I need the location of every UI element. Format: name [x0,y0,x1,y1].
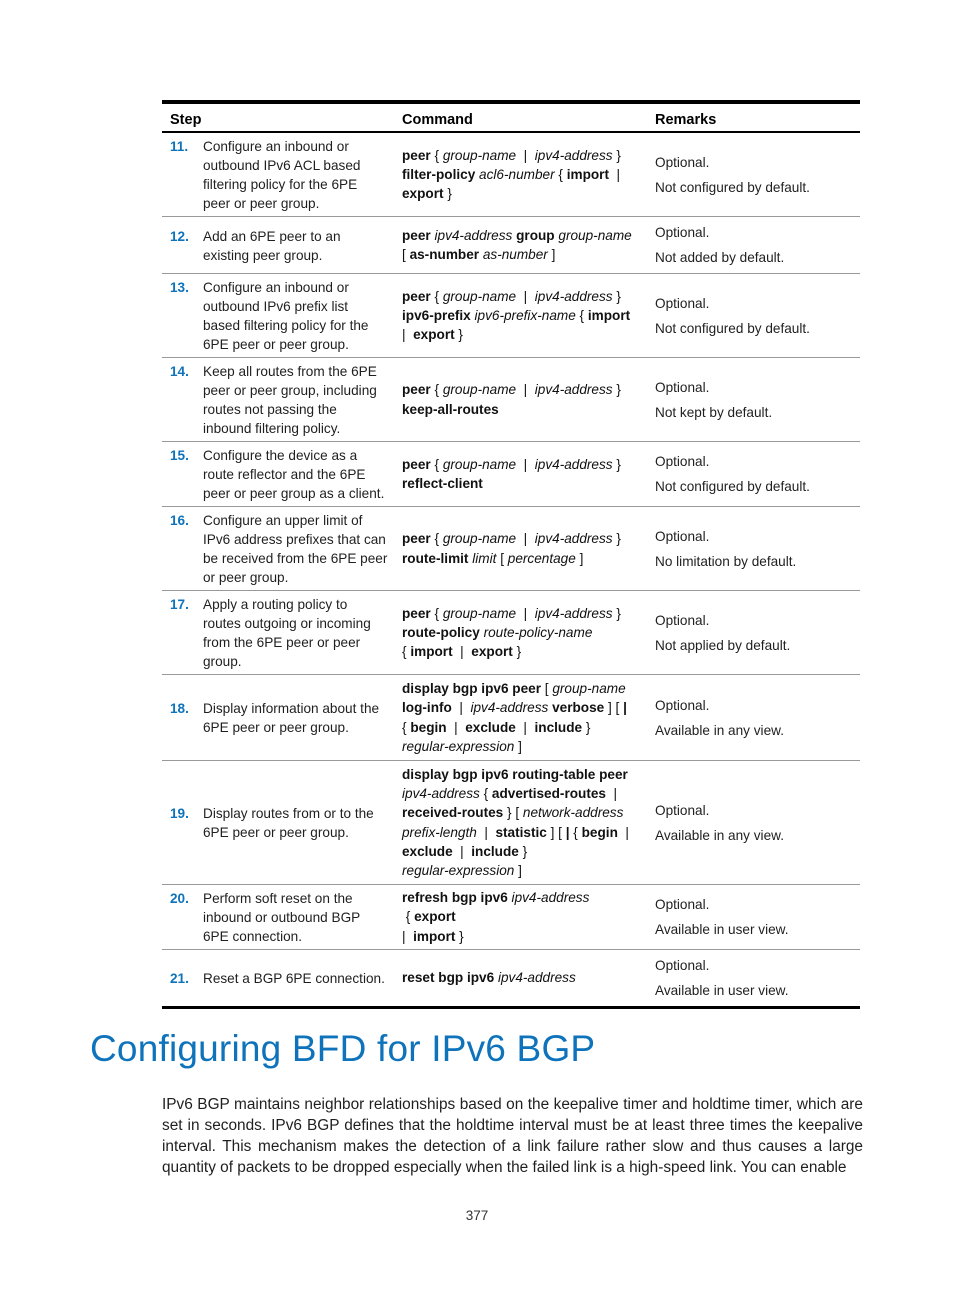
command-argument: group-name [442,456,517,472]
command-argument: regular-expression [402,862,515,878]
command-argument: group-name [442,531,517,547]
command-argument: ipv4-address [534,382,613,398]
command-punctuation: { [430,605,443,621]
command-keyword: import [410,644,453,660]
command-cell [394,675,647,761]
command-line [402,642,641,661]
command-argument: prefix-length [402,824,477,840]
command-cell [394,885,647,950]
command-argument: ipv4-address [511,890,590,906]
step-cell [162,885,394,950]
command-punctuation: | [516,147,535,163]
remarks-cell [647,132,860,217]
command-punctuation: } [612,456,621,472]
step-cell [162,217,394,274]
table-row [162,591,860,675]
command-line [402,604,641,623]
remarks-cell [647,217,860,274]
command-punctuation: ] [575,550,584,566]
step-number: 17. [170,597,189,612]
step-description: Configure an inbound or outbound IPv6 ACL based filtering policy for the 6PE peer or peer group. [203,139,361,211]
command-line [402,718,641,737]
remark-line: Available in any view. [655,722,784,738]
command-keyword: peer [402,531,431,547]
table-row [162,507,860,591]
remark-line: Optional. [655,958,710,973]
command-line [402,380,641,399]
command-punctuation: | [402,327,414,343]
step-cell [162,274,394,358]
command-punctuation: } [612,288,621,304]
step-description: Reset a BGP 6PE connection. [203,971,385,986]
command-keyword: group [516,227,555,243]
step-description: Perform soft reset on the inbound or outbound BGP 6PE connection. [203,891,360,944]
command-line [402,549,641,568]
step-description: Keep all routes from the 6PE peer or peer group, including routes not passing the inbound filtering policy. [203,364,377,436]
remark-line: Optional. [655,897,710,912]
command-punctuation: ] [547,247,556,262]
page-number: 377 [465,1208,489,1223]
command-cell [394,217,647,274]
command-keyword: exclude [402,843,453,859]
command-punctuation: { [430,382,443,398]
remark-line: Optional. [655,154,710,170]
command-punctuation: } [612,147,621,163]
remark-line: Optional. [655,697,710,713]
command-keyword: keep-all-routes [402,401,499,417]
command-punctuation: | [516,456,535,472]
table-row [162,217,860,274]
command-punctuation: [ [496,550,508,566]
remark-line: Optional. [655,454,710,469]
command-keyword: export [413,327,455,343]
command-cell [394,274,647,358]
command-punctuation: | [451,700,471,716]
remark-line: Available in user view. [655,983,789,998]
remark-line: Not configured by default. [655,320,810,336]
command-cell [394,591,647,675]
command-punctuation: [ [402,247,410,262]
remark-line: Not configured by default. [655,179,810,195]
command-punctuation: { [554,166,567,182]
remark-line: Optional. [655,612,710,628]
command-keyword: include [471,843,519,859]
command-keyword: peer [402,147,431,163]
table-row [162,358,860,442]
command-table [162,100,860,1009]
step-description: Configure the device as a route reflector and the 6PE peer or peer group as a client. [203,448,385,501]
step-cell [162,675,394,761]
remark-line: Optional. [655,225,710,240]
command-keyword: import [413,928,456,944]
step-cell [162,442,394,507]
command-keyword: refresh bgp ipv6 [402,890,508,906]
command-punctuation: } [612,382,621,398]
command-keyword: route-limit [402,550,469,566]
command-line [402,679,641,698]
remarks-cell [647,950,860,1008]
remarks-cell [647,358,860,442]
command-keyword: export [414,909,456,925]
command-line [402,165,641,184]
table-header-row [162,102,860,132]
remark-line: Optional. [655,379,710,395]
command-keyword: begin [410,719,447,735]
command-keyword: peer [402,382,431,398]
command-line [402,823,641,842]
command-cell [394,761,647,885]
section-title: Configuring BFD for IPv6 BGP [90,1028,596,1069]
command-line [402,842,641,861]
step-description: Add an 6PE peer to an existing peer group. [203,228,341,263]
command-line [402,623,641,642]
command-argument: group-name [442,605,517,621]
remark-line: Available in any view. [655,827,784,843]
step-number: 21. [170,971,189,986]
command-line [402,861,641,880]
table-row [162,274,860,358]
command-keyword: peer [402,456,431,472]
command-punctuation: | [516,288,535,304]
command-argument: group-name [442,382,517,398]
remarks-cell [647,442,860,507]
command-keyword: exclude [465,719,516,735]
remarks-cell [647,274,860,358]
command-keyword: include [534,719,583,735]
step-cell [162,950,394,1008]
step-number: 16. [170,513,189,528]
command-line [402,737,641,756]
command-argument: percentage [507,550,576,566]
command-punctuation: { [402,909,415,925]
command-line [402,400,641,419]
command-punctuation: } [454,327,463,343]
command-punctuation: | [476,824,496,840]
table-row [162,675,860,761]
command-punctuation: | [516,382,535,398]
step-number: 11. [170,139,189,154]
step-description: Configure an upper limit of IPv6 address prefixes that can be received from the 6PE peer or peer group. [203,513,388,585]
command-punctuation: | [446,719,466,735]
command-argument: as-number [482,247,548,262]
remark-line: Optional. [655,528,710,544]
command-argument: group-name [552,681,626,697]
command-punctuation: { [402,719,411,735]
command-line [402,927,641,946]
remarks-cell [647,885,860,950]
command-keyword: display bgp ipv6 routing-table peer [402,766,628,782]
command-argument: group-name [558,227,632,243]
command-argument: ipv4-address [434,227,513,243]
command-punctuation: [ [541,681,553,697]
table-row [162,442,860,507]
remarks-cell [647,761,860,885]
remark-line: No limitation by default. [655,553,797,569]
command-keyword: verbose [552,700,605,716]
command-argument: ipv4-address [402,786,480,802]
step-number: 12. [170,228,189,244]
step-cell [162,591,394,675]
command-argument: ipv4-address [534,288,613,304]
table-row [162,761,860,885]
command-punctuation: | [452,843,472,859]
step-description: Apply a routing policy to routes outgoing or incoming from the 6PE peer or peer group. [203,597,371,669]
command-keyword: log-info [402,700,452,716]
command-punctuation: { [430,147,443,163]
step-number: 19. [170,806,189,821]
command-punctuation: | [609,166,621,182]
command-punctuation: ] [ [546,824,566,840]
command-argument: regular-expression [402,738,515,754]
remark-line: Optional. [655,295,710,311]
command-punctuation: { [430,288,443,304]
remarks-cell [647,507,860,591]
remark-line: Not applied by default. [655,637,791,653]
command-keyword: import [587,307,631,323]
remarks-cell [647,591,860,675]
command-argument: limit [472,550,497,566]
command-line [402,226,641,245]
section-paragraph: IPv6 BGP maintains neighbor relationships based on the keepalive timer and holdtime timer, which are set in seconds. IPv6 BGP defines that the holdtime interval must be at least three times the keepalive interval. This mechanism makes the detection of a link failure rather slow and thus causes a large quantity of packets to be dropped especially when the failed link is a high-speed link. You can enable [162,1096,863,1176]
command-argument: ipv6-prefix-name [474,307,576,323]
step-cell [162,761,394,885]
step-cell [162,358,394,442]
command-line [402,146,641,165]
command-argument: ipv4-address [497,970,576,986]
command-line [402,184,641,203]
command-cell [394,132,647,217]
step-description: Display information about the 6PE peer or peer group. [203,701,380,735]
command-punctuation: { [430,456,443,472]
command-line [402,325,641,344]
step-cell [162,132,394,217]
remark-line: Optional. [655,802,710,818]
step-number: 14. [170,364,189,379]
remarks-cell [647,675,860,761]
command-line [402,287,641,306]
table-row [162,132,860,217]
command-line [402,784,641,803]
command-keyword: export [471,644,513,660]
command-line [402,698,641,717]
table-body [162,132,860,1008]
command-keyword: peer [402,605,431,621]
command-keyword: filter-policy [402,166,476,182]
command-punctuation: { [575,307,588,323]
command-argument: ipv4-address [534,456,613,472]
command-keyword: reflect-client [402,476,483,491]
command-cell [394,950,647,1008]
command-keyword: begin [581,824,618,840]
command-punctuation: } [443,186,452,202]
command-argument: acl6-number [479,166,555,182]
command-cell [394,507,647,591]
step-number: 20. [170,891,189,906]
command-punctuation: } [582,719,591,735]
command-punctuation: ] [ [604,700,624,716]
command-punctuation: | [452,644,472,660]
remark-line: Available in user view. [655,922,789,937]
command-punctuation: { [430,531,443,547]
command-keyword: | [565,824,570,840]
command-punctuation: } [ [503,805,523,821]
command-argument: ipv4-address [534,147,613,163]
command-punctuation: } [512,644,522,660]
command-keyword: as-number [409,247,480,262]
command-punctuation: ] [514,738,522,754]
command-cell [394,358,647,442]
command-argument: group-name [442,288,517,304]
command-punctuation: | [606,786,618,802]
command-argument: ipv4-address [534,605,613,621]
command-keyword: import [566,166,609,182]
command-punctuation: | [516,605,535,621]
table-row [162,885,860,950]
command-line [402,529,641,548]
command-argument: group-name [442,147,517,163]
command-keyword: statistic [495,824,547,840]
command-keyword: peer [402,227,431,243]
command-punctuation: } [612,531,621,547]
command-keyword: reset bgp ipv6 [402,970,495,986]
remark-line: Not configured by default. [655,479,810,494]
command-cell [394,442,647,507]
command-line [402,968,641,987]
command-punctuation: | [515,719,535,735]
command-punctuation: } [612,605,621,621]
header-step: Step [162,102,394,132]
command-argument: network-address [522,805,624,821]
command-line [402,803,641,822]
command-punctuation: | [617,824,629,840]
command-keyword: peer [402,288,431,304]
command-punctuation: { [402,644,411,660]
command-line [402,765,641,784]
table-row [162,950,860,1008]
command-argument: route-policy-name [483,624,593,640]
step-number: 13. [170,280,189,295]
step-number: 18. [170,701,189,716]
command-keyword: | [623,700,627,716]
command-line [402,888,641,926]
command-keyword: export [402,186,444,202]
command-argument: ipv4-address [470,700,549,716]
command-keyword: ipv6-prefix [402,307,471,323]
command-punctuation: } [455,928,464,944]
command-keyword: advertised-routes [491,786,606,802]
remark-line: Not added by default. [655,250,785,265]
command-keyword: route-policy [402,624,480,640]
command-punctuation: { [569,824,582,840]
command-punctuation: ] [514,862,522,878]
step-number: 15. [170,448,189,463]
command-line [402,474,641,493]
command-punctuation: { [479,786,492,802]
step-description: Configure an inbound or outbound IPv6 prefix list based filtering policy for the 6PE peer or peer group. [203,280,369,352]
command-argument: ipv4-address [534,531,613,547]
remark-line: Not kept by default. [655,404,773,420]
header-remarks: Remarks [647,102,860,132]
command-punctuation: } [518,843,528,859]
header-command: Command [394,102,647,132]
command-line [402,245,641,264]
command-punctuation: | [402,928,414,944]
command-line [402,455,641,474]
command-keyword: display bgp ipv6 peer [402,681,541,697]
command-line [402,306,641,325]
command-keyword: received-routes [402,805,504,821]
command-punctuation: | [516,531,535,547]
step-description: Display routes from or to the 6PE peer or peer group. [203,806,374,840]
step-cell [162,507,394,591]
